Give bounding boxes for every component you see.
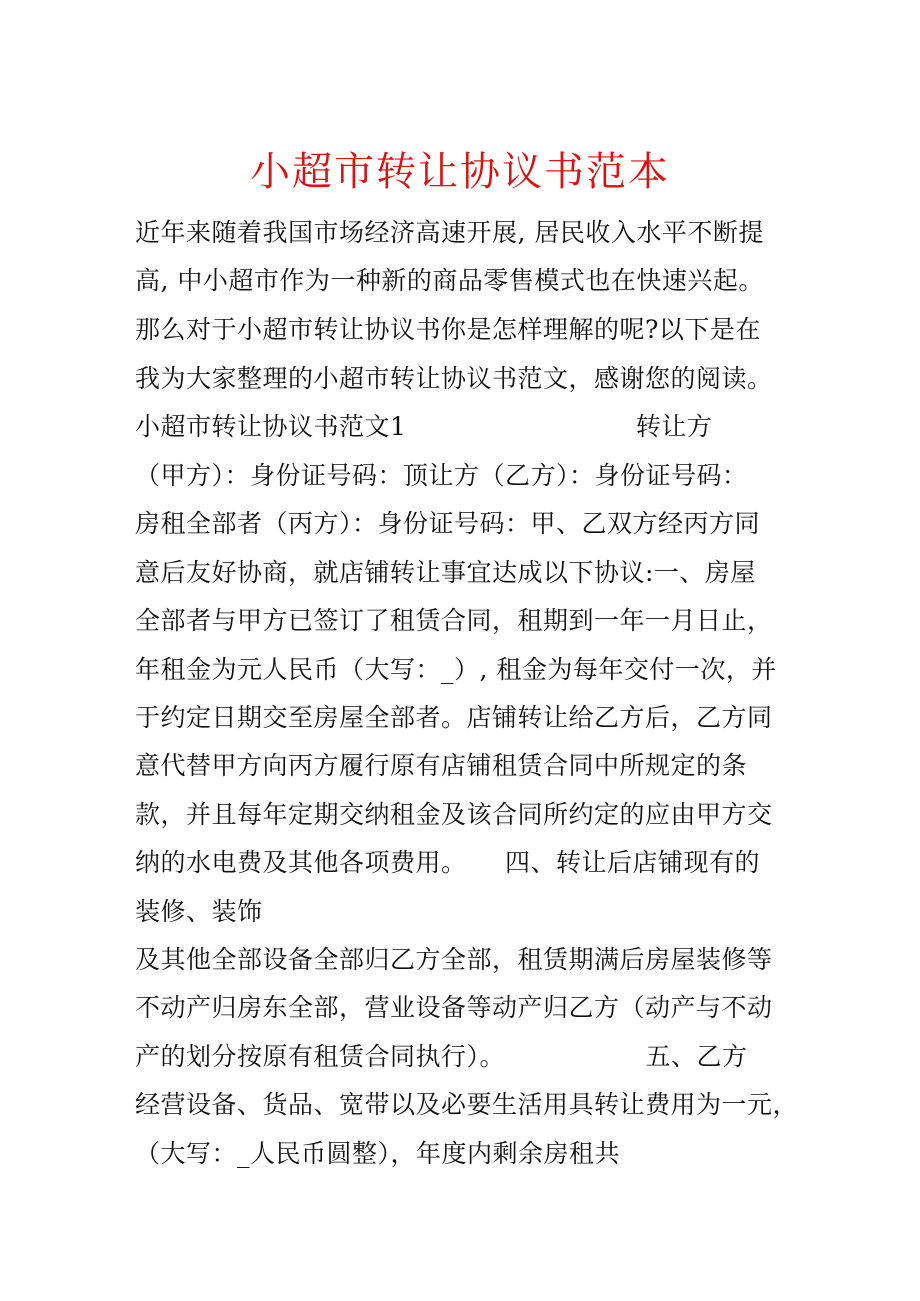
- body-line: 意后友好协商，就店铺转让事宜达成以下协议:一、房屋: [135, 558, 756, 587]
- body-line: 房租全部者（丙方）：身份证号码：甲、乙双方经丙方同: [135, 509, 761, 538]
- body-line: 产的划分按原有租赁合同执行）。 五、乙方: [135, 1042, 748, 1071]
- body-line: 我为大家整理的小超市转让协议书范文，感谢您的阅读。: [135, 364, 773, 393]
- body-line: 小超市转让协议书范文1 转让方: [135, 412, 713, 441]
- body-line: 款，并且每年定期交纳租金及该合同所约定的应由甲方交: [135, 800, 773, 829]
- body-line: 经营设备、货品、宽带以及必要生活用具转让费用为一元，: [135, 1090, 799, 1119]
- body-line: （甲方）：身份证号码：顶让方（乙方）：身份证号码：: [135, 461, 748, 490]
- body-line: （大写：_人民币圆整），年度内剩余房租共: [135, 1139, 621, 1168]
- body-line: 装修、装饰: [135, 897, 263, 926]
- body-line: 年租金为元人民币（大写：_）, 租金为每年交付一次，并: [135, 655, 777, 684]
- body-line: 及其他全部设备全部归乙方全部，租赁期满后房屋装修等: [135, 945, 773, 974]
- body-line: 近年来随着我国市场经济高速开展, 居民收入水平不断提: [135, 218, 764, 247]
- body-line: 全部者与甲方已签订了租赁合同，租期到一年一月日止，: [135, 606, 773, 635]
- body-line: 那么对于小超市转让协议书你是怎样理解的呢?以下是在: [135, 315, 761, 344]
- body-line: 高, 中小超市作为一种新的商品零售模式也在快速兴起。: [135, 266, 764, 295]
- document-title: 小超市转让协议书范本: [250, 149, 670, 195]
- body-line: 纳的水电费及其他各项费用。 四、转让后店铺现有的: [135, 848, 761, 877]
- body-line: 不动产归房东全部，营业设备等动产归乙方（动产与不动: [135, 993, 773, 1022]
- body-line: 意代替甲方向丙方履行原有店铺租赁合同中所规定的条: [135, 751, 748, 780]
- body-line: 于约定日期交至房屋全部者。店铺转让给乙方后，乙方同: [135, 703, 773, 732]
